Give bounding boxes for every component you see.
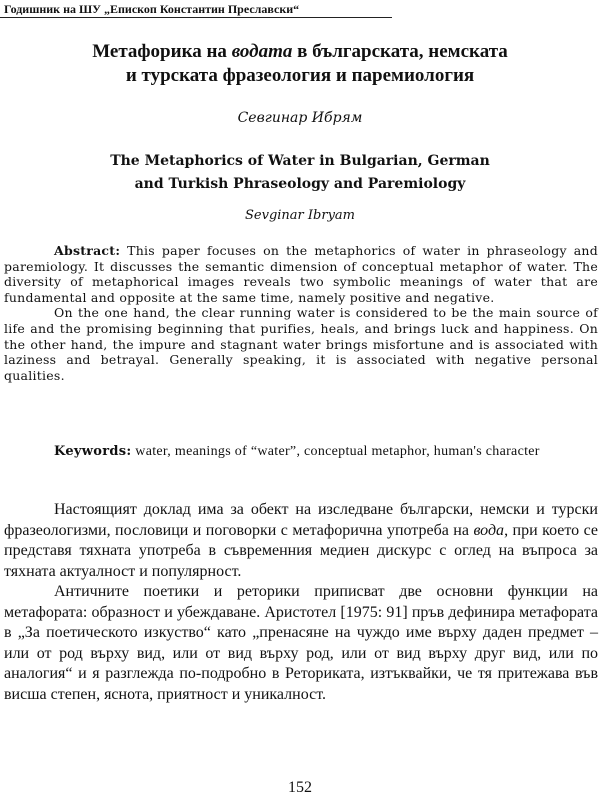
keywords-text: water, meanings of “water”, conceptual metaphor, human's character bbox=[135, 444, 540, 459]
keywords-label: Keywords: bbox=[54, 444, 132, 459]
author-bulgarian: Севгинар Ибрям bbox=[237, 110, 363, 126]
running-head: Годишник на ШУ „Епископ Константин Преславски“ bbox=[4, 2, 300, 16]
abstract-text-1: This paper focuses on the metaphorics of water in phraseology and paremiology. It discusses the semantic dimension of conceptual metaphor of water. The diversity of metaphorical images reveals two symbolic meanings of water that are fundamental and opposite at the same time, namely positive and negative. bbox=[4, 243, 598, 305]
author-english: Sevginar Ibryam bbox=[245, 208, 355, 223]
body-paragraph-2: Античните поетики и реторики приписват две основни функции на метафората: образност и убеждаване. Аристотел [1975: 91] пръв дефинира метафората в „За поетическото изкуство“ като „пренасяне на чуждо име върху даден предмет – или от род върху вид, или от вид върху род, или от вид върху друг вид, или по аналогия“ и я разглежда по-подробно в Реториката, изтъквайки, че тя притежава във висша степен, яснота, приятност и уникалност. bbox=[4, 583, 598, 703]
body-p1-part-1: Настоящият доклад има за обект на изследване български, немски и турски фразеологизми, пословици и поговорки с метафорична употреба на bbox=[4, 501, 598, 539]
title-english-line-2: and Turkish Phraseology and Paremiology bbox=[134, 176, 466, 192]
keywords bbox=[4, 443, 598, 460]
title-english bbox=[0, 150, 600, 196]
abstract-paragraph-1 bbox=[4, 243, 598, 305]
title-bg-italic-word: водата bbox=[231, 41, 293, 62]
abstract bbox=[4, 243, 598, 383]
abstract-label: Abstract: bbox=[54, 243, 121, 258]
header-rule bbox=[0, 17, 392, 18]
title-english-line-1: The Metaphorics of Water in Bulgarian, German bbox=[110, 153, 490, 169]
body-p1-part-2: , при което се представя тяхната употреба в съвременния медиен дискурс с оглед на въпроса за тяхната актуалност и популярност. bbox=[4, 521, 599, 580]
title-bulgarian-line-1 bbox=[0, 40, 600, 64]
body-p1-italic-word: вода bbox=[473, 521, 505, 539]
body-paragraph-1 bbox=[4, 500, 598, 582]
title-bulgarian bbox=[0, 40, 600, 88]
page-number: 152 bbox=[288, 779, 312, 796]
title-bg-part-2: в българската, немската bbox=[292, 41, 508, 62]
title-bg-part-1: Метафорика на bbox=[92, 41, 232, 62]
title-bulgarian-line-2: и турската фразеология и паремиология bbox=[125, 65, 475, 86]
abstract-paragraph-2: On the one hand, the clear running water is considered to be the main source of life and the promising beginning that purifies, heals, and brings luck and happiness. On the other hand, the impure and stagnant water brings misfortune and is associated with laziness and betrayal. Generally speaking, it is associated with negative personal qualities. bbox=[4, 305, 598, 383]
body-text bbox=[4, 500, 598, 705]
